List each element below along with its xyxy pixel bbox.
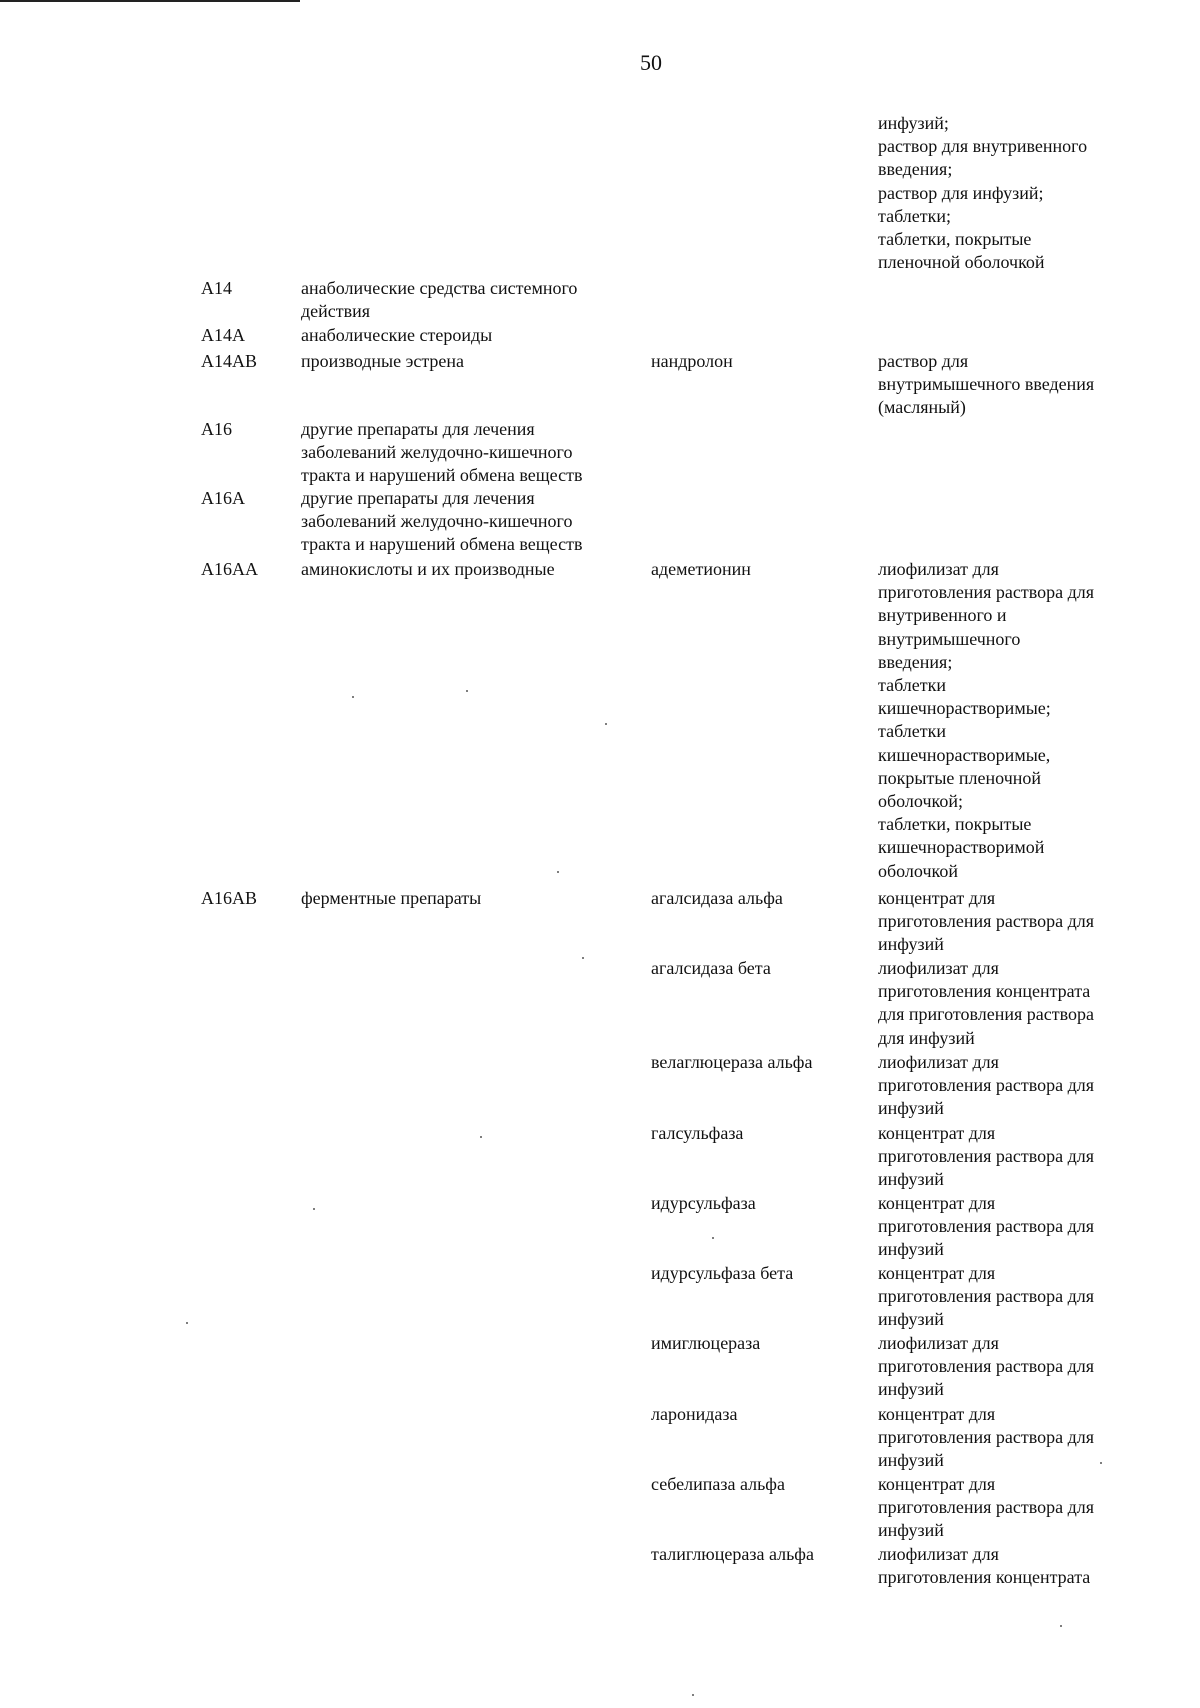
scan-speck xyxy=(480,1136,482,1138)
scan-speck xyxy=(313,1208,315,1210)
dosage-form: лиофилизат для приготовления раствора для инфузий xyxy=(878,1333,1094,1400)
scan-speck xyxy=(352,696,354,698)
scan-speck xyxy=(1100,1462,1102,1464)
scan-speck xyxy=(692,1694,694,1696)
atc-code: А16А xyxy=(201,488,245,508)
group-description: аминокислоты и их производные xyxy=(301,559,555,579)
drug-name: велаглюцераза альфа xyxy=(651,1052,813,1072)
scan-speck xyxy=(186,1322,188,1324)
dosage-form: лиофилизат для приготовления раствора для инфузий xyxy=(878,1052,1094,1119)
dosage-form: концентрат для приготовления раствора для инфузий xyxy=(878,1263,1094,1330)
drug-name: ларонидаза xyxy=(651,1404,738,1424)
dosage-form: концентрат для приготовления раствора для инфузий xyxy=(878,888,1094,955)
group-description: анаболические средства системного действия xyxy=(301,278,578,322)
dosage-form-continuation: инфузий; раствор для внутривенного введения; раствор для инфузий; таблетки; таблетки, покрытые пленочной оболочкой xyxy=(878,113,1088,273)
drug-name: идурсульфаза xyxy=(651,1193,756,1213)
dosage-form: концентрат для приготовления раствора для инфузий xyxy=(878,1404,1094,1471)
dosage-form: концентрат для приготовления раствора для инфузий xyxy=(878,1123,1094,1190)
drug-name: нандролон xyxy=(651,351,733,371)
drug-name: агалсидаза бета xyxy=(651,958,771,978)
scan-speck xyxy=(605,723,607,725)
group-description: анаболические стероиды xyxy=(301,325,493,345)
group-description: другие препараты для лечения заболеваний желудочно-кишечного тракта и нарушений обмена веществ xyxy=(301,419,583,486)
drug-name: имиглюцераза xyxy=(651,1333,761,1353)
scan-speck xyxy=(712,1237,714,1239)
dosage-form: лиофилизат для приготовления раствора для внутривенного и внутримышечного введения; таблетки кишечнорастворимые; таблетки кишечнорастворимые, покрытые пленочной оболочкой; таблетки, покрытые кишечнорастворимой оболочкой xyxy=(878,559,1094,881)
scan-speck xyxy=(466,690,468,692)
top-edge-rule xyxy=(0,0,300,2)
drug-name: адеметионин xyxy=(651,559,751,579)
dosage-form: лиофилизат для приготовления концентрата для приготовления раствора для инфузий xyxy=(878,958,1094,1048)
atc-code: А16АВ xyxy=(201,888,258,908)
dosage-form: концентрат для приготовления раствора для инфузий xyxy=(878,1474,1094,1541)
atc-code: А14АВ xyxy=(201,351,258,371)
dosage-form: раствор для внутримышечного введения (масляный) xyxy=(878,351,1095,418)
scan-speck xyxy=(1060,1625,1062,1627)
drug-name: агалсидаза альфа xyxy=(651,888,783,908)
page-number: 50 xyxy=(640,50,662,75)
atc-code: А16 xyxy=(201,419,232,439)
drug-name: себелипаза альфа xyxy=(651,1474,785,1494)
drug-name: галсульфаза xyxy=(651,1123,744,1143)
dosage-form: концентрат для приготовления раствора для инфузий xyxy=(878,1193,1094,1260)
atc-code: А14А xyxy=(201,325,245,345)
scan-speck xyxy=(557,871,559,873)
dosage-form: лиофилизат для приготовления концентрата xyxy=(878,1544,1091,1588)
drug-name: идурсульфаза бета xyxy=(651,1263,794,1283)
group-description: ферментные препараты xyxy=(301,888,482,908)
atc-code: А14 xyxy=(201,278,232,298)
group-description: другие препараты для лечения заболеваний желудочно-кишечного тракта и нарушений обмена веществ xyxy=(301,488,583,555)
drug-name: талиглюцераза альфа xyxy=(651,1544,814,1564)
atc-code: А16АА xyxy=(201,559,258,579)
scan-speck xyxy=(582,957,584,959)
group-description: производные эстрена xyxy=(301,351,465,371)
